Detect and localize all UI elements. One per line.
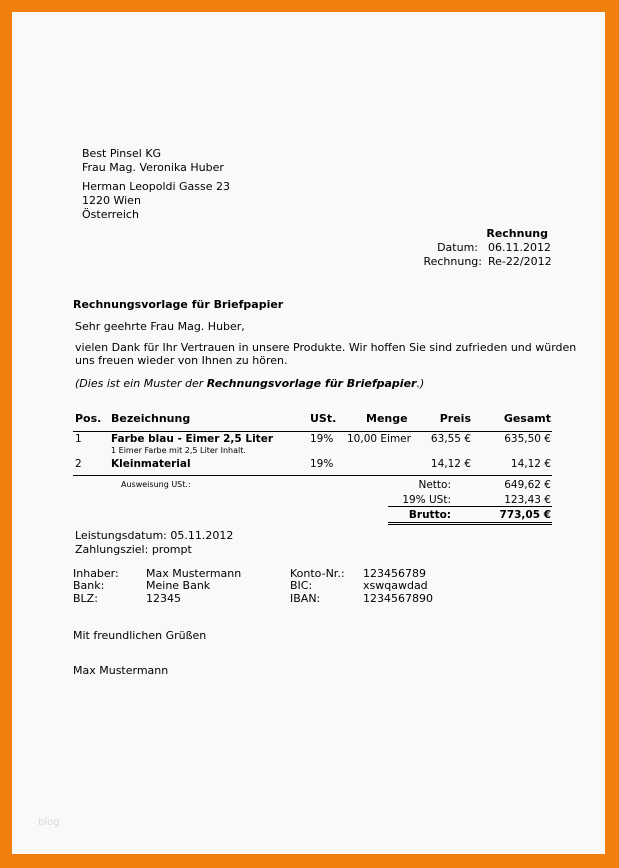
row-2-price: 14,12 € bbox=[430, 458, 471, 470]
iban-value: 1234567890 bbox=[363, 592, 433, 605]
row-1-description: Farbe blau - Eimer 2,5 Liter bbox=[111, 433, 273, 445]
iban-label: IBAN: bbox=[290, 592, 321, 605]
row-1-quantity: 10,00 Eimer bbox=[347, 433, 411, 445]
bic-label: BIC: bbox=[290, 579, 313, 592]
watermark-text: blog bbox=[38, 817, 60, 828]
holder-label: Inhaber: bbox=[73, 567, 119, 580]
body-line-1: vielen Dank für Ihr Vertrauen in unsere Produkte. Wir hoffen Sie sind zufrieden und würden bbox=[75, 341, 577, 354]
row-1-vat: 19% bbox=[310, 433, 334, 445]
row-1-pos: 1 bbox=[75, 433, 82, 445]
closing-line: Mit freundlichen Grüßen bbox=[73, 629, 207, 642]
blz-label: BLZ: bbox=[73, 592, 98, 605]
bank-label: Bank: bbox=[73, 579, 105, 592]
bank-value: Meine Bank bbox=[146, 579, 211, 592]
totals-divider bbox=[388, 506, 552, 507]
recipient-street: Herman Leopoldi Gasse 23 bbox=[82, 180, 231, 193]
vat-note: Ausweisung USt.: bbox=[121, 480, 191, 489]
header-description: Bezeichnung bbox=[111, 412, 191, 425]
gross-label: Brutto: bbox=[408, 509, 451, 521]
row-2-total: 14,12 € bbox=[510, 458, 551, 470]
invoice-number-value: Re-22/2012 bbox=[488, 255, 552, 268]
invoice-page bbox=[12, 12, 605, 854]
table-bottom-divider bbox=[73, 475, 552, 476]
blz-value: 12345 bbox=[146, 592, 181, 605]
vat-value: 123,43 € bbox=[504, 494, 551, 506]
row-1-price: 63,55 € bbox=[430, 433, 471, 445]
service-date: Leistungsdatum: 05.11.2012 bbox=[75, 529, 234, 542]
body-line-2: uns freuen wieder von Ihnen zu hören. bbox=[75, 354, 288, 367]
header-quantity: Menge bbox=[366, 412, 408, 425]
date-label: Datum: bbox=[437, 241, 478, 254]
header-total: Gesamt bbox=[503, 412, 551, 425]
account-label: Konto-Nr.: bbox=[290, 567, 345, 580]
row-2-pos: 2 bbox=[75, 458, 82, 470]
recipient-country: Österreich bbox=[82, 208, 139, 221]
sample-note-bold: Rechnungsvorlage für Briefpapier bbox=[206, 377, 417, 390]
invoice-heading: Rechnung bbox=[486, 227, 548, 240]
signature-name: Max Mustermann bbox=[73, 664, 169, 677]
header-pos: Pos. bbox=[75, 412, 102, 425]
sample-note bbox=[75, 377, 424, 390]
net-label: Netto: bbox=[418, 479, 451, 491]
net-value: 649,62 € bbox=[504, 479, 551, 491]
salutation: Sehr geehrte Frau Mag. Huber, bbox=[75, 320, 245, 333]
row-1-total: 635,50 € bbox=[504, 433, 551, 445]
totals-underline-2 bbox=[388, 524, 552, 525]
row-2-vat: 19% bbox=[310, 458, 334, 470]
recipient-city: 1220 Wien bbox=[82, 194, 141, 207]
recipient-company: Best Pinsel KG bbox=[82, 147, 162, 160]
row-2-description: Kleinmaterial bbox=[111, 458, 191, 470]
totals-underline-1 bbox=[388, 522, 552, 523]
vat-label: 19% USt: bbox=[402, 494, 451, 506]
sample-note-suffix: .) bbox=[416, 377, 425, 390]
row-1-subtext: 1 Eimer Farbe mit 2,5 Liter Inhalt. bbox=[111, 446, 246, 455]
header-vat: USt. bbox=[310, 412, 337, 425]
header-divider bbox=[73, 431, 552, 432]
payment-terms: Zahlungsziel: prompt bbox=[75, 543, 192, 556]
gross-value: 773,05 € bbox=[499, 509, 551, 521]
account-value: 123456789 bbox=[363, 567, 426, 580]
header-price: Preis bbox=[439, 412, 471, 425]
recipient-name: Frau Mag. Veronika Huber bbox=[82, 161, 224, 174]
date-value: 06.11.2012 bbox=[488, 241, 551, 254]
holder-value: Max Mustermann bbox=[146, 567, 242, 580]
bic-value: xswqawdad bbox=[363, 579, 428, 592]
sample-note-prefix: (Dies ist ein Muster der bbox=[75, 377, 207, 390]
invoice-number-label: Rechnung: bbox=[423, 255, 482, 268]
subject-line: Rechnungsvorlage für Briefpapier bbox=[73, 298, 284, 311]
